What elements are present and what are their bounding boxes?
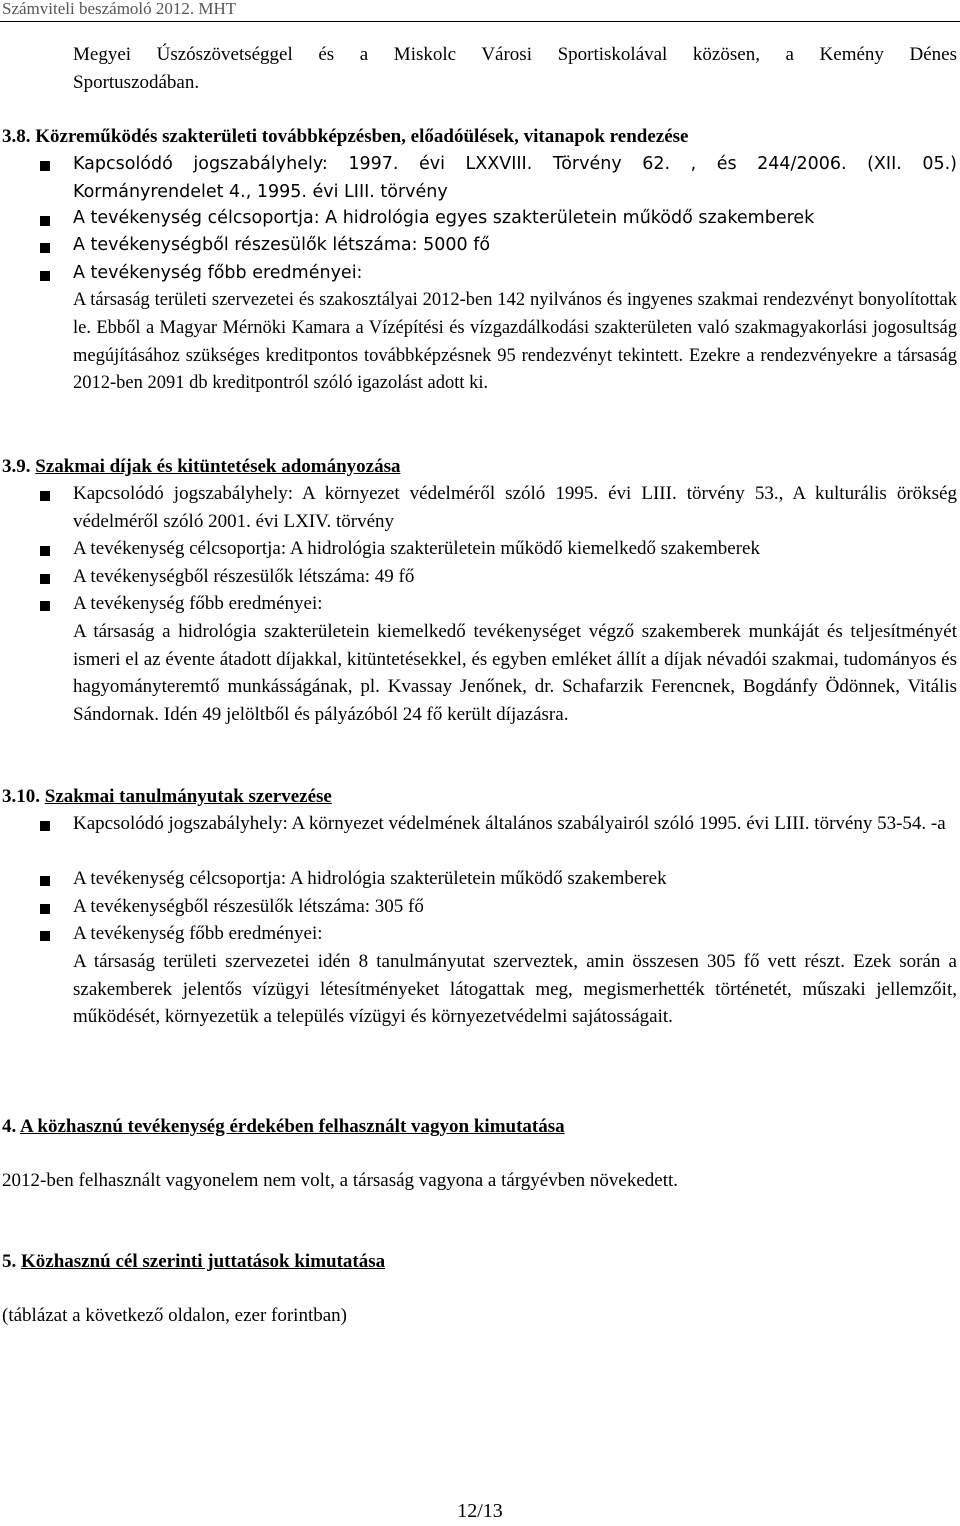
bullet-icon <box>40 574 50 584</box>
bullet-icon <box>40 931 50 941</box>
s38-legal-item <box>73 150 957 206</box>
s39-legal: Kapcsolódó jogszabályhely: A környezet védelméről szóló 1995. évi LIII. törvény 53., A kulturális örökség védelméről szóló 2001. évi LXIV. törvény <box>73 483 957 532</box>
s310-participants: A tevékenységből részesülők létszáma: 305 fő <box>73 896 424 917</box>
bullet-icon <box>40 271 50 281</box>
section-3-9-heading <box>2 453 401 481</box>
heading-number: 3.10. <box>2 786 45 807</box>
bullet-icon <box>40 601 50 611</box>
bullet-icon <box>40 876 50 886</box>
s38-participants: A tevékenységből részesülők létszáma: 5000 fő <box>73 235 491 255</box>
bullet-icon <box>40 216 50 226</box>
s310-results-text: A társaság területi szervezetei idén 8 tanulmányutat szerveztek, amin összesen 305 fő vett részt. Ezek során a szakemberek jelentős vízügyi létesítményeket látogattak meg, megismerhették történetét, műszaki jellemzőit, működését, környezetük a település vízügyi és környezetvédelmi sajátosságait. <box>73 951 957 1028</box>
section-4-heading <box>2 1113 565 1141</box>
section-5-heading <box>2 1248 385 1276</box>
running-header <box>0 0 960 22</box>
s38-legal-line-2: Kormányrendelet 4., 1995. évi LIII. törvény <box>73 182 448 202</box>
heading-title: Közhasznú cél szerinti juttatások kimutatása <box>21 1251 386 1272</box>
intro-line-2: Sportuszodában. <box>73 71 200 93</box>
bullet-icon <box>40 243 50 253</box>
s310-results-label: A tevékenység főbb eredményei: <box>73 923 323 944</box>
heading-number: 3.9. <box>2 456 36 477</box>
heading-title: Szakmai díjak és kitüntetések adományozása <box>35 456 401 477</box>
s39-results-label: A tevékenység főbb eredményei: <box>73 593 323 614</box>
section-3-8-heading: 3.8. Közreműködés szakterületi továbbképzésben, előadóülések, vitanapok rendezése <box>2 126 689 147</box>
bullet-icon <box>40 161 50 171</box>
intro-paragraph <box>73 41 957 96</box>
section-5-text: (táblázat a következő oldalon, ezer forintban) <box>2 1305 347 1326</box>
intro-line-1: Megyei Úszószövetséggel és a Miskolc Városi Sportiskolával közösen, a Kemény Dénes <box>73 44 957 65</box>
s39-target: A tevékenység célcsoportja: A hidrológia szakterületein működő kiemelkedő szakemberek <box>73 538 760 559</box>
s38-results-label: A tevékenység főbb eredményei: <box>73 263 363 283</box>
section-4-text: 2012-ben felhasznált vagyonelem nem volt, a társaság vagyona a tárgyévben növekedett. <box>2 1170 679 1191</box>
s38-results-text: A társaság területi szervezetei és szakosztályai 2012-ben 142 nyilvános és ingyenes szakmai rendezvényt bonyolítottak le. Ebből a Magyar Mérnöki Kamara a Vízépítési és vízgazdálkodási szakterületen való szakmagyakorlási jogosultság megújításához szükséges kreditpontos továbbképzésnek 95 rendezvényt tekintett. Ezekre a rendezvényekre a társaság 2012-ben 2091 db kreditpontról szóló igazolást adott ki. <box>73 290 957 394</box>
heading-number: 4. <box>2 1116 20 1137</box>
section-3-10-heading <box>2 783 332 811</box>
s38-legal-line-1: Kapcsolódó jogszabályhely: 1997. évi LXXVIII. Törvény 62. , és 244/2006. (XII. 05.) <box>73 154 957 174</box>
bullet-icon <box>40 546 50 556</box>
bullet-icon <box>40 491 50 501</box>
s310-legal: Kapcsolódó jogszabályhely: A környezet védelmének általános szabályairól szóló 1995. évi LIII. törvény 53-54. -a <box>73 813 946 834</box>
bullet-icon <box>40 821 50 831</box>
heading-number: 5. <box>2 1251 21 1272</box>
s38-target: A tevékenység célcsoportja: A hidrológia egyes szakterületein működő szakemberek <box>73 208 815 228</box>
bullet-icon <box>40 904 50 914</box>
running-title: Számviteli beszámoló 2012. MHT <box>2 0 237 18</box>
heading-title: Szakmai tanulmányutak szervezése <box>44 786 332 807</box>
page-number: 12/13 <box>457 1500 503 1522</box>
heading-title: A közhasznú tevékenység érdekében felhasznált vagyon kimutatása <box>19 1116 565 1137</box>
s39-participants: A tevékenységből részesülők létszáma: 49 fő <box>73 566 415 587</box>
s310-target: A tevékenység célcsoportja: A hidrológia szakterületein működő szakemberek <box>73 868 667 889</box>
s39-results-text: A társaság a hidrológia szakterületein kiemelkedő tevékenységet végző szakemberek munkáját és teljesítményét ismeri el az évente átadott díjakkal, kitüntetésekkel, és egyben emléket állít a díjak névadói szakmai, tudományos és hagyományteremtő munkásságának, pl. Kvassay Jenőnek, dr. Schafarzik Ferencnek, Bogdánfy Ödönnek, Vitális Sándornak. Idén 49 jelöltből és pályázóból 24 fő került díjazásra. <box>73 621 957 725</box>
